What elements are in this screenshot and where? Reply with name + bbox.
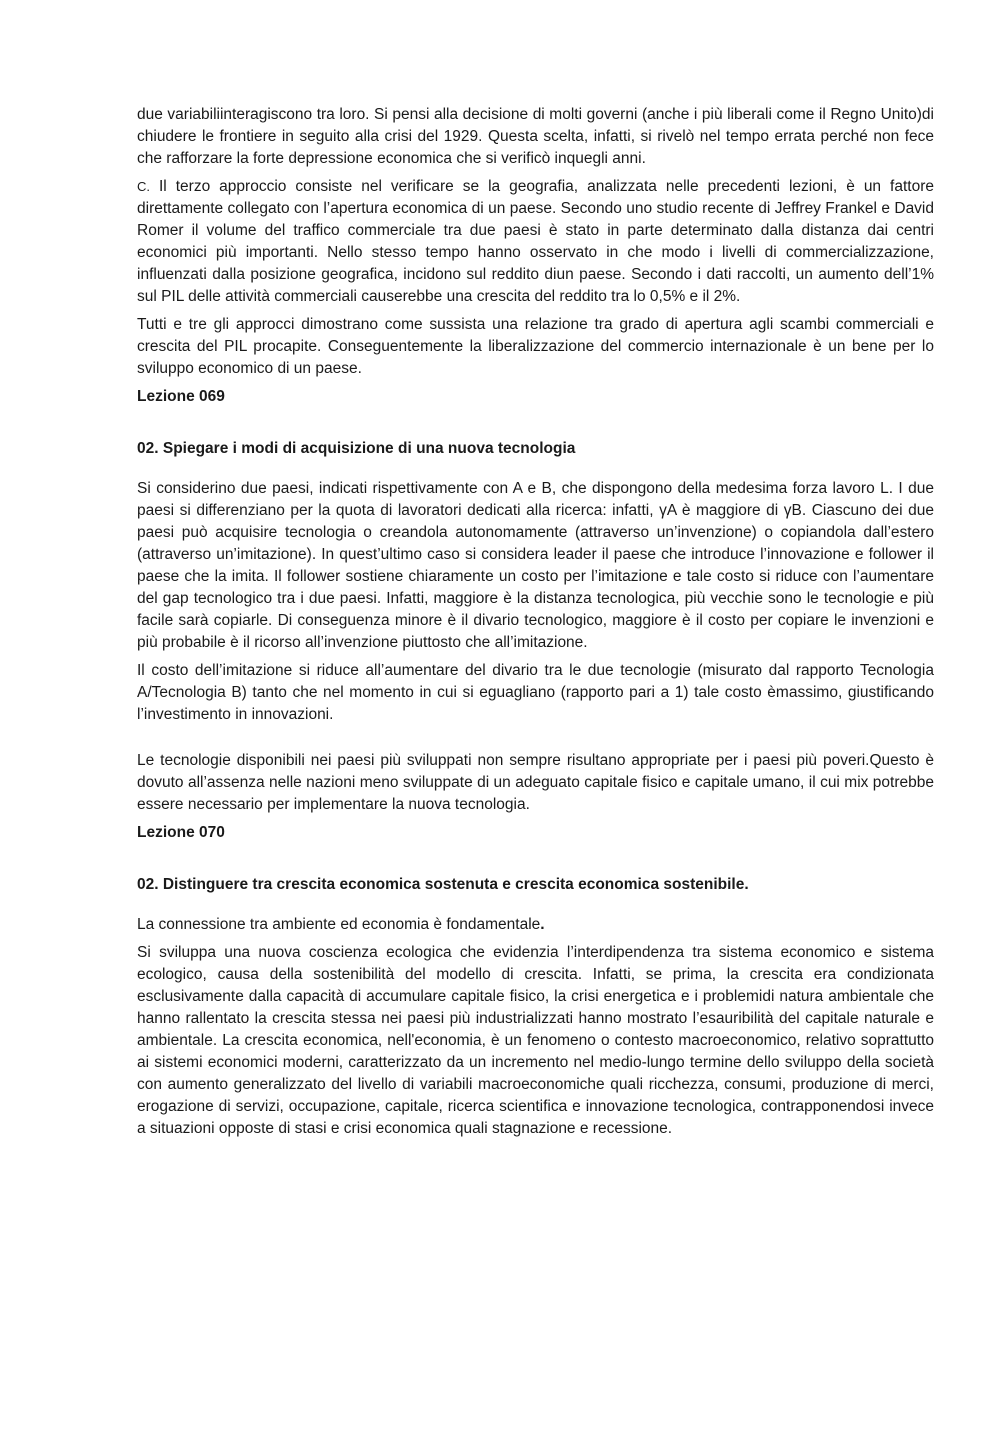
spacer [137,896,934,914]
paragraph-environment-economy [137,914,934,936]
spacer [137,408,934,438]
lesson-heading-069: Lezione 069 [137,388,225,405]
list-marker-c: C. [137,179,150,194]
document-page [137,104,934,1146]
question-heading-growth: 02. Distinguere tra crescita economica sostenuta e crescita economica sostenibile. [137,876,749,893]
paragraph-geography-text: Il terzo approccio consiste nel verificare se la geografia, analizzata nelle precedenti lezioni, è un fattore direttamente collegato con l’apertura economica di un paese. Secondo uno studio recente di Jeffrey Frankel e David Romer il volume del traffico commerciale tra due paesi è stato in parte determinato dalla distanza dai centri economici più importanti. Nello stesso tempo hanno osservato in che modo i livelli di commercializzazione, influenzati dalla posizione geografica, incidono sul reddito diun paese. Secondo i dati raccolti, un aumento dell’1% sul PIL delle attività commerciali causerebbe una crescita del reddito tra lo 0,5% e il 2%. [137,178,934,305]
spacer [137,732,934,750]
paragraph-environment-period: . [540,916,545,933]
paragraph-two-countries: Si considerino due paesi, indicati rispettivamente con A e B, che dispongono della medesima forza lavoro L. I due paesi si differenziano per la quota di lavoratori dedicati alla ricerca: infatti, γA è maggiore di γB. Ciascuno dei due paesi può acquisire tecnologia o creandola autonomamente (attraverso un’invenzione) o copiandola dall’estero (attraverso un’imitazione). In quest’ultimo caso si considera leader il paese che introduce l’innovazione e follower il paese che la imita. Il follower sostiene chiaramente un costo per l’imitazione e tale costo si riduce con l’aumentare del gap tecnologico tra i due paesi. Infatti, maggiore è la distanza tecnologica, più vecchie sono le tecnologie e più facile sarà copiarle. Di conseguenza minore è il divario tecnologico, maggiore è il costo per copiare le invenzioni e più probabile è il ricorso all’invenzione piuttosto che all’imitazione. [137,480,934,651]
question-heading-technology: 02. Spiegare i modi di acquisizione di una nuova tecnologia [137,440,576,457]
paragraph-ecological-awareness: Si sviluppa una nuova coscienza ecologica che evidenzia l’interdipendenza tra sistema economico e sistema ecologico, causa della sostenibilità del modello di crescita. Infatti, se prima, la crescita era condizionata esclusivamente dalla capacità di accumulare capitale fisico, la crisi energetica e i problemidi natura ambientale che hanno rallentato la crescita stessa nei paesi più industrializzati hanno mostrato l’esauribilità del capitale naturale e ambientale. La crescita economica, nell'economia, è un fenomeno o contesto macroeconomico, relativo soprattutto ai sistemi economici moderni, caratterizzato da un incremento nel medio-lungo termine dello sviluppo della società con aumento generalizzato del livello di variabili macroeconomiche quali ricchezza, consumi, produzione di merci, erogazione di servizi, occupazione, capitale, ricerca scientifica e innovazione tecnologica, contrapponendosi invece a situazioni opposte di stasi e crisi economica quali stagnazione e recessione. [137,944,934,1137]
spacer [137,460,934,478]
paragraph-three-approaches: Tutti e tre gli approcci dimostrano come sussista una relazione tra grado di apertura agli scambi commerciali e crescita del PIL procapite. Conseguentemente la liberalizzazione del commercio internazionale è un bene per lo sviluppo economico di un paese. [137,316,934,377]
lesson-heading-070: Lezione 070 [137,824,225,841]
paragraph-environment-text: La connessione tra ambiente ed economia è fondamentale [137,916,541,933]
paragraph-closed-borders: due variabiliinteragiscono tra loro. Si pensi alla decisione di molti governi (anche i più liberali come il Regno Unito)di chiudere le frontiere in seguito alla crisi del 1929. Questa scelta, infatti, si rivelò nel tempo errata perché non fece che rafforzare la forte depressione economica che si verificò inquegli anni. [137,106,934,167]
paragraph-imitation-cost: Il costo dell’imitazione si riduce all’aumentare del divario tra le due tecnologie (misurato dal rapporto Tecnologia A/Tecnologia B) tanto che nel momento in cui si eguagliano (rapporto pari a 1) tale costo èmassimo, giustificando l’investimento in innovazioni. [137,662,934,723]
paragraph-appropriate-technology: Le tecnologie disponibili nei paesi più sviluppati non sempre risultano appropriate per i paesi più poveri.Questo è dovuto all’assenza nelle nazioni meno sviluppate di un adeguato capitale fisico e capitale umano, il cui mix potrebbe essere necessario per implementare la nuova tecnologia. [137,752,934,813]
paragraph-geography-approach [137,176,934,308]
spacer [137,844,934,874]
